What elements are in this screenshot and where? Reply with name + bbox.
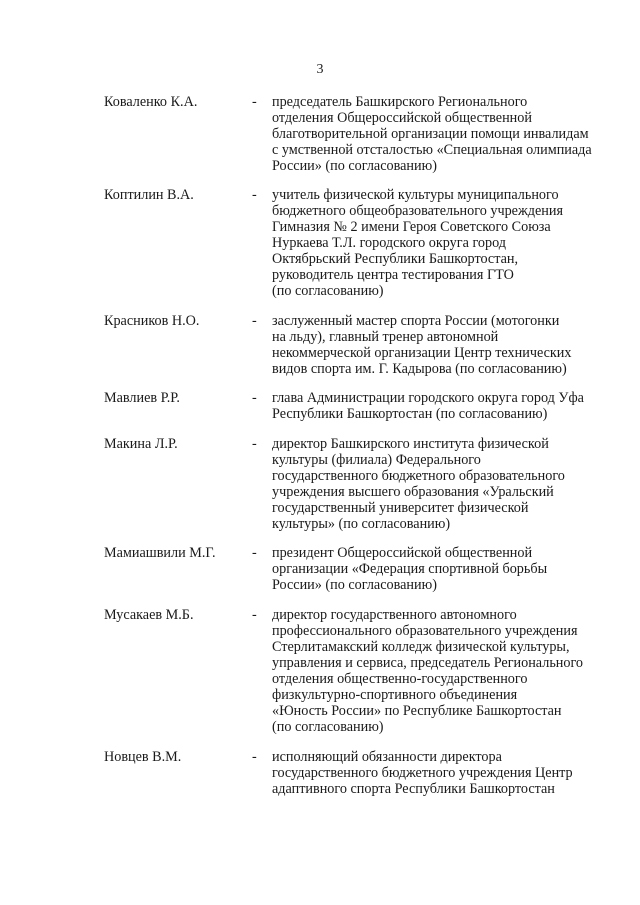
description-line: руководитель центра тестирования ГТО (272, 267, 514, 283)
member-name: Коптилин В.А. (104, 187, 194, 203)
description-line: организации «Федерация спортивной борьбы (272, 561, 548, 577)
entry-dash: - (252, 749, 257, 765)
description-line: (по согласованию) (272, 283, 384, 299)
entry-dash: - (252, 313, 257, 329)
description-line: России» (по согласованию) (272, 158, 437, 174)
description-line: России» (по согласованию) (272, 577, 437, 593)
description-line: адаптивного спорта Республики Башкортостан (272, 781, 555, 797)
description-line: учитель физической культуры муниципального (272, 187, 559, 203)
description-line: глава Администрации городского округа город Уфа (272, 390, 584, 406)
entry-dash: - (252, 94, 257, 110)
description-line: учреждения высшего образования «Уральский (272, 484, 554, 500)
description-line: директор Башкирского института физической (272, 436, 549, 452)
description-line: культуры (филиала) Федерального (272, 452, 481, 468)
description-line: некоммерческой организации Центр технических (272, 345, 572, 361)
member-description (272, 94, 612, 174)
description-line: культуры» (по согласованию) (272, 516, 451, 532)
description-line: Октябрьский Республики Башкортостан, (272, 251, 519, 267)
member-description (272, 313, 612, 377)
description-line: профессионального образовательного учреждения (272, 623, 578, 639)
description-line: Республики Башкортостан (по согласованию) (272, 406, 548, 422)
description-line: управления и сервиса, председатель Регионального (272, 655, 584, 671)
member-name: Макина Л.Р. (104, 436, 178, 452)
description-line: на льду), главный тренер автономной (272, 329, 499, 345)
member-name: Мусакаев М.Б. (104, 607, 194, 623)
member-name: Новцев В.М. (104, 749, 182, 765)
description-line: Стерлитамакский колледж физической культуры, (272, 639, 570, 655)
entry-dash: - (252, 187, 257, 203)
member-description (272, 607, 612, 735)
description-line: физкультурно-спортивного объединения (272, 687, 518, 703)
description-line: «Юность России» по Республике Башкортостан (272, 703, 562, 719)
description-line: отделения Общероссийской общественной (272, 110, 532, 126)
description-line: с умственной отсталостью «Специальная олимпиада (272, 142, 592, 158)
member-description (272, 545, 612, 593)
description-line: видов спорта им. Г. Кадырова (по согласованию) (272, 361, 567, 377)
page-number: 3 (316, 62, 324, 77)
member-description (272, 187, 612, 299)
description-line: президент Общероссийской общественной (272, 545, 533, 561)
entry-dash: - (252, 607, 257, 623)
entry-dash: - (252, 436, 257, 452)
member-name: Красников Н.О. (104, 313, 200, 329)
entry-dash: - (252, 390, 257, 406)
description-line: государственный университет физической (272, 500, 529, 516)
entry-dash: - (252, 545, 257, 561)
member-name: Мамиашвили М.Г. (104, 545, 216, 561)
member-name: Мавлиев Р.Р. (104, 390, 180, 406)
description-line: благотворительной организации помощи инвалидам (272, 126, 589, 142)
member-description (272, 749, 612, 797)
description-line: заслуженный мастер спорта России (мотогонки (272, 313, 560, 329)
member-description (272, 390, 612, 422)
description-line: Нуркаева Т.Л. городского округа город (272, 235, 506, 251)
description-line: директор государственного автономного (272, 607, 517, 623)
description-line: председатель Башкирского Регионального (272, 94, 528, 110)
member-name: Коваленко К.А. (104, 94, 198, 110)
description-line: государственного бюджетного учреждения Центр (272, 765, 573, 781)
member-description (272, 436, 612, 532)
description-line: бюджетного общеобразовательного учреждения (272, 203, 564, 219)
description-line: исполняющий обязанности директора (272, 749, 502, 765)
description-line: Гимназия № 2 имени Героя Советского Союза (272, 219, 551, 235)
description-line: государственного бюджетного образовательного (272, 468, 565, 484)
description-line: отделения общественно-государственного (272, 671, 528, 687)
description-line: (по согласованию) (272, 719, 384, 735)
